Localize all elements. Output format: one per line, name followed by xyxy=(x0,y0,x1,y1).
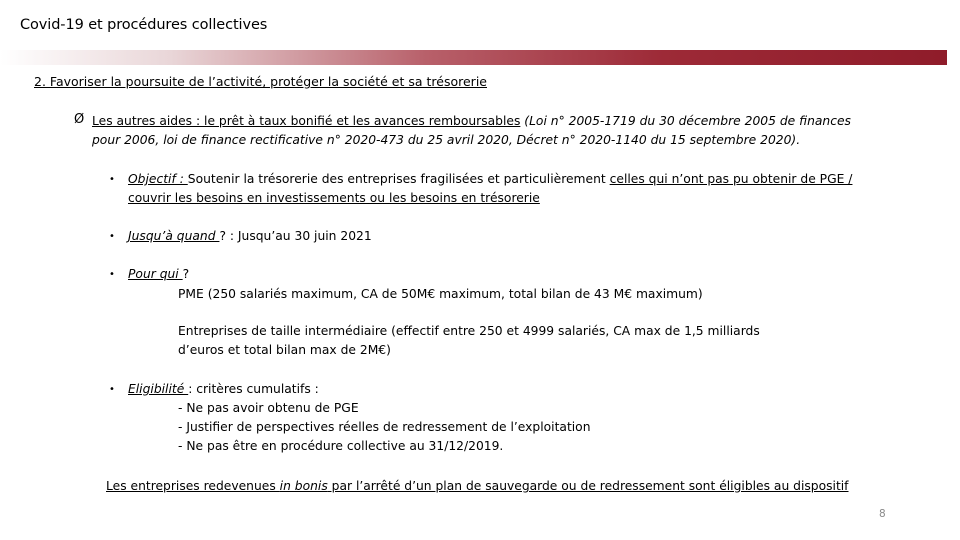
objectif-label: Objectif : xyxy=(128,172,188,186)
section-heading: 2. Favoriser la poursuite de l’activité, protéger la société et sa trésorerie xyxy=(34,74,487,89)
objectif-underlined-text: celles qui n’ont pas pu obtenir de PGE / xyxy=(609,172,853,186)
footer-note xyxy=(106,477,849,496)
jusqua-label: Jusqu’à quand xyxy=(128,229,220,243)
eti-criteria-line-1: Entreprises de taille intermédiaire (effectif entre 250 et 4999 salariés, CA max de 1,5 milliards xyxy=(178,324,760,338)
pme-criteria: PME (250 salariés maximum, CA de 50M€ maximum, total bilan de 43 M€ maximum) xyxy=(178,287,703,301)
pourqui-text: ? xyxy=(182,267,190,281)
objectif-line-2: couvrir les besoins en investissements ou les besoins en trésorerie xyxy=(128,191,540,205)
bullet-icon: • xyxy=(109,231,115,242)
eti-criteria-line-2: d’euros et total bilan max de 2M€) xyxy=(178,343,391,357)
header-gradient-bar xyxy=(0,50,947,65)
footer-note-part-1: Les entreprises redevenues xyxy=(106,479,280,493)
bullet-icon: • xyxy=(109,174,115,185)
objectif-line-1 xyxy=(128,170,852,189)
legal-reference-part-2: pour 2006, loi de finance rectificative n° 2020-473 du 25 avril 2020, Décret n° 2020-1140 du 15 septembre 2020). xyxy=(92,133,801,147)
jusqua-text: ? : Jusqu’au 30 juin 2021 xyxy=(219,229,372,243)
criterion-2: - Justifier de perspectives réelles de redressement de l’exploitation xyxy=(178,420,591,434)
footer-note-part-2: par l’arrêté d’un plan de sauvegarde ou de redressement sont éligibles au dispositif xyxy=(327,479,849,493)
eligibilite-line xyxy=(128,380,319,399)
eligibilite-text: : critères cumulatifs : xyxy=(188,382,319,396)
slide-title: Covid-19 et procédures collectives xyxy=(20,17,268,33)
arrow-bullet-line-1 xyxy=(92,112,851,131)
criterion-3: - Ne pas être en procédure collective au 31/12/2019. xyxy=(178,439,504,453)
footer-note-italic: in bonis xyxy=(279,479,328,493)
arrow-bullet-icon: Ø xyxy=(74,112,85,127)
pourqui-label: Pour qui xyxy=(128,267,183,281)
bullet-icon: • xyxy=(109,269,115,280)
criterion-1: - Ne pas avoir obtenu de PGE xyxy=(178,401,359,415)
pourqui-line xyxy=(128,265,189,284)
legal-reference-part-1: (Loi n° 2005-1719 du 30 décembre 2005 de finances xyxy=(520,114,851,128)
bullet-icon: • xyxy=(109,384,115,395)
jusqua-line xyxy=(128,227,372,246)
page-number: 8 xyxy=(879,508,886,520)
eligibilite-label: Eligibilité xyxy=(128,382,189,396)
aids-heading: Les autres aides : le prêt à taux bonifié et les avances remboursables xyxy=(92,114,521,128)
objectif-text: Soutenir la trésorerie des entreprises fragilisées et particulièrement xyxy=(187,172,610,186)
